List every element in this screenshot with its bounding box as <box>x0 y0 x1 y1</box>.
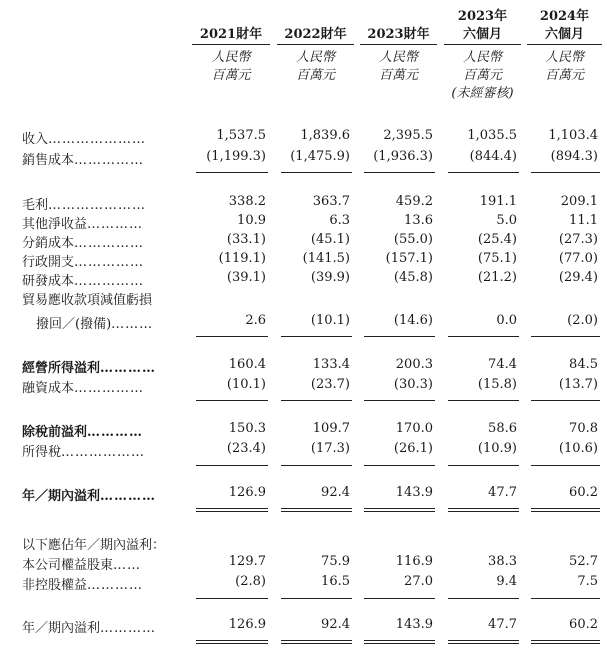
table-cell-value: 126.9 <box>228 485 266 500</box>
column-header-unit: 百萬元 <box>462 68 502 83</box>
column-header <box>360 8 437 85</box>
double-total-rule <box>364 508 435 512</box>
table-cell-value: 143.9 <box>395 617 433 632</box>
table-cell-value: 60.2 <box>569 617 598 632</box>
table-cell-value: (21.2) <box>477 270 517 285</box>
table-cell-value: (1,199.3) <box>206 149 266 164</box>
column-header-currency: 人民幣 <box>378 50 418 65</box>
table-cell-value: 2,395.5 <box>383 128 433 143</box>
table-cell-value: (29.4) <box>558 270 598 285</box>
table-cell-value: (1,475.9) <box>290 149 350 164</box>
row-label-text: 毛利 <box>22 198 49 213</box>
row-label-text: 除稅前溢利 <box>22 425 88 440</box>
subtotal-rule <box>364 400 435 401</box>
table-cell-value: (10.1) <box>226 377 266 392</box>
table-cell-value: 7.5 <box>577 574 598 589</box>
table-cell-value: 92.4 <box>321 485 350 500</box>
table-cell-value: 16.5 <box>321 574 350 589</box>
row-label <box>22 534 165 553</box>
subtotal-rule <box>531 465 600 466</box>
row-label-text: 其他淨收益 <box>22 217 88 232</box>
column-header-year-line2: 2023財年 <box>360 26 437 45</box>
table-cell-value: 1,035.5 <box>467 128 517 143</box>
row-label <box>22 232 144 251</box>
table-cell-value: (894.3) <box>550 149 598 164</box>
table-cell-value: 160.4 <box>228 357 266 372</box>
double-total-rule <box>364 640 435 644</box>
table-cell-value: 109.7 <box>312 421 350 436</box>
table-cell-value: 209.1 <box>560 194 598 209</box>
row-label <box>22 149 144 168</box>
row-label-leader-dots: ………… <box>100 361 157 376</box>
column-header-year-line2: 2022財年 <box>277 26 354 45</box>
row-label <box>22 441 145 460</box>
table-cell-value: (1,936.3) <box>373 149 433 164</box>
table-cell-value: (45.8) <box>393 270 433 285</box>
table-cell-value: (17.3) <box>310 441 350 456</box>
table-cell-value: 170.0 <box>395 421 433 436</box>
subtotal-rule <box>448 598 519 599</box>
table-cell-value: (23.4) <box>226 441 266 456</box>
subtotal-rule <box>281 598 352 599</box>
row-label-text: 年／期內溢利 <box>22 489 101 504</box>
row-label-text: 本公司權益股東 <box>22 558 114 573</box>
row-label-text: 收入 <box>22 132 49 147</box>
row-label-text: 分銷成本 <box>22 236 75 251</box>
column-header-year-line1 <box>277 8 354 26</box>
row-label-text: 融資成本 <box>22 381 75 396</box>
row-label-leader-dots: …………… <box>74 153 145 168</box>
subtotal-rule <box>364 172 435 173</box>
table-cell-value: (13.7) <box>558 377 598 392</box>
double-total-rule <box>281 508 352 512</box>
subtotal-rule <box>196 336 268 337</box>
table-cell-value: 0.0 <box>496 313 517 328</box>
table-cell-value: (844.4) <box>469 149 517 164</box>
table-cell-value: (25.4) <box>477 232 517 247</box>
row-label <box>22 554 141 573</box>
row-label-text: 非控股權益 <box>22 578 88 593</box>
column-header-currency: 人民幣 <box>211 50 251 65</box>
row-label-leader-dots: …………… <box>74 274 145 289</box>
row-label-leader-dots: …………… <box>74 236 145 251</box>
table-cell-value: 11.1 <box>569 213 598 228</box>
table-cell-value: (10.1) <box>310 313 350 328</box>
column-header-year-line1: 2024年 <box>539 9 590 24</box>
table-cell-value: 47.7 <box>488 617 517 632</box>
table-cell-value: 70.8 <box>569 421 598 436</box>
subtotal-rule <box>531 172 600 173</box>
table-cell-value: 13.6 <box>404 213 433 228</box>
column-header-year-line1 <box>192 8 270 26</box>
table-cell-value: 58.6 <box>488 421 517 436</box>
table-cell-value: 129.7 <box>228 554 266 569</box>
table-cell-value: (14.6) <box>393 313 433 328</box>
row-label-leader-dots: ……………… <box>61 445 146 460</box>
row-label-text: 貿易應收款項減值虧損 <box>22 293 153 308</box>
row-label <box>22 251 144 270</box>
table-cell-value: 9.4 <box>496 574 517 589</box>
table-cell-value: (45.1) <box>310 232 350 247</box>
double-total-rule <box>281 640 352 644</box>
subtotal-rule <box>281 172 352 173</box>
subtotal-rule <box>448 172 519 173</box>
subtotal-rule <box>531 336 600 337</box>
column-header-unit: 百萬元 <box>295 68 335 83</box>
column-header-currency: 人民幣 <box>544 50 584 65</box>
column-header <box>527 8 602 85</box>
subtotal-rule <box>196 465 268 466</box>
table-cell-value: 2.6 <box>245 313 266 328</box>
table-cell-value: 338.2 <box>228 194 266 209</box>
row-label-text: 銷售成本 <box>22 153 75 168</box>
subtotal-rule <box>196 172 268 173</box>
table-cell-value: (39.1) <box>226 270 266 285</box>
double-total-rule <box>531 508 600 512</box>
table-cell-value: 60.2 <box>569 485 598 500</box>
table-cell-value: 1,839.6 <box>300 128 350 143</box>
row-label-leader-dots: ………………… <box>48 132 147 147</box>
double-total-rule <box>196 640 268 644</box>
column-header-year-line1 <box>360 8 437 26</box>
table-cell-value: 47.7 <box>488 485 517 500</box>
column-header <box>277 8 354 85</box>
row-label-text: 撥回／(撥備) <box>36 317 112 332</box>
table-cell-value: (77.0) <box>558 251 598 266</box>
table-cell-value: (10.6) <box>558 441 598 456</box>
subtotal-rule <box>531 598 600 599</box>
subtotal-rule <box>196 598 268 599</box>
column-header-unit: 百萬元 <box>211 68 251 83</box>
table-cell-value: 1,537.5 <box>216 128 266 143</box>
table-cell-value: (141.5) <box>302 251 350 266</box>
table-cell-value: 126.9 <box>228 617 266 632</box>
row-label-leader-dots: ………… <box>87 425 144 440</box>
double-total-rule <box>196 508 268 512</box>
column-header <box>192 8 270 85</box>
table-cell-value: 27.0 <box>404 574 433 589</box>
table-cell-value: (157.1) <box>385 251 433 266</box>
row-label-leader-dots: …… <box>113 558 142 573</box>
table-cell-value: 6.3 <box>329 213 350 228</box>
table-cell-value: 5.0 <box>496 213 517 228</box>
table-cell-value: 84.5 <box>569 357 598 372</box>
row-label-leader-dots: ………… <box>87 217 144 232</box>
table-cell-value: (23.7) <box>310 377 350 392</box>
table-cell-value: (2.8) <box>235 574 266 589</box>
subtotal-rule <box>531 400 600 401</box>
column-header-note: (未經審核) <box>451 86 514 101</box>
table-cell-value: 150.3 <box>228 421 266 436</box>
table-cell-value: 116.9 <box>395 554 433 569</box>
table-cell-value: 191.1 <box>479 194 517 209</box>
table-cell-value: (33.1) <box>226 232 266 247</box>
row-label <box>22 194 146 213</box>
table-cell-value: (119.1) <box>218 251 266 266</box>
subtotal-rule <box>448 336 519 337</box>
table-cell-value: 200.3 <box>395 357 433 372</box>
subtotal-rule <box>364 465 435 466</box>
row-label-leader-dots: …………… <box>74 381 145 396</box>
table-cell-value: (10.9) <box>477 441 517 456</box>
row-label-leader-dots: …………… <box>74 255 145 270</box>
table-cell-value: (55.0) <box>393 232 433 247</box>
column-header-currency: 人民幣 <box>295 50 335 65</box>
row-label-text: 經營所得溢利 <box>22 361 101 376</box>
table-cell-value: 10.9 <box>237 213 266 228</box>
table-cell-value: 1,103.4 <box>548 128 598 143</box>
table-cell-value: (75.1) <box>477 251 517 266</box>
table-cell-value: (15.8) <box>477 377 517 392</box>
table-cell-value: 143.9 <box>395 485 433 500</box>
row-label <box>22 357 156 376</box>
subtotal-rule <box>448 400 519 401</box>
row-label <box>22 617 156 636</box>
table-cell-value: 459.2 <box>395 194 433 209</box>
column-header-unit: 百萬元 <box>378 68 418 83</box>
row-label <box>22 213 143 232</box>
subtotal-rule <box>364 336 435 337</box>
table-cell-value: 38.3 <box>488 554 517 569</box>
row-label-leader-dots: ………… <box>87 578 144 593</box>
subtotal-rule <box>364 598 435 599</box>
subtotal-rule <box>196 400 268 401</box>
row-label <box>22 574 143 593</box>
table-cell-value: (27.3) <box>558 232 598 247</box>
column-header-year-line1: 2023年 <box>457 9 508 24</box>
table-cell-value: (39.9) <box>310 270 350 285</box>
table-cell-value: 74.4 <box>488 357 517 372</box>
row-label <box>22 270 144 289</box>
row-label-text: 所得稅 <box>22 445 62 460</box>
row-label-leader-dots: ………… <box>100 621 157 636</box>
double-total-rule <box>531 640 600 644</box>
row-label-text: 年／期內溢利 <box>22 621 101 636</box>
column-header-unit: 百萬元 <box>544 68 584 83</box>
column-header <box>444 8 521 103</box>
row-label <box>22 485 156 504</box>
subtotal-rule <box>448 465 519 466</box>
row-label <box>22 289 152 308</box>
row-label <box>36 313 153 332</box>
table-cell-value: (2.0) <box>567 313 598 328</box>
table-cell-value: 92.4 <box>321 617 350 632</box>
double-total-rule <box>448 640 519 644</box>
double-total-rule <box>448 508 519 512</box>
table-cell-value: 52.7 <box>569 554 598 569</box>
row-label-text: 行政開支 <box>22 255 75 270</box>
column-header-year-line2: 六個月 <box>527 26 602 45</box>
column-header-year-line2: 2021財年 <box>192 26 270 45</box>
row-label-text: 以下應佔年／期內溢利： <box>22 538 166 553</box>
subtotal-rule <box>281 336 352 337</box>
row-label <box>22 377 144 396</box>
table-cell-value: 133.4 <box>312 357 350 372</box>
subtotal-rule <box>281 400 352 401</box>
column-header-year-line2: 六個月 <box>444 26 521 45</box>
row-label <box>22 128 146 147</box>
column-header-currency: 人民幣 <box>462 50 502 65</box>
row-label-leader-dots: ……… <box>111 317 154 332</box>
table-cell-value: (30.3) <box>393 377 433 392</box>
table-cell-value: (26.1) <box>393 441 433 456</box>
table-cell-value: 75.9 <box>321 554 350 569</box>
row-label-leader-dots: ………………… <box>48 198 147 213</box>
row-label-leader-dots: ………… <box>100 489 157 504</box>
row-label-text: 研發成本 <box>22 274 75 289</box>
subtotal-rule <box>281 465 352 466</box>
table-cell-value: 363.7 <box>312 194 350 209</box>
row-label <box>22 421 143 440</box>
